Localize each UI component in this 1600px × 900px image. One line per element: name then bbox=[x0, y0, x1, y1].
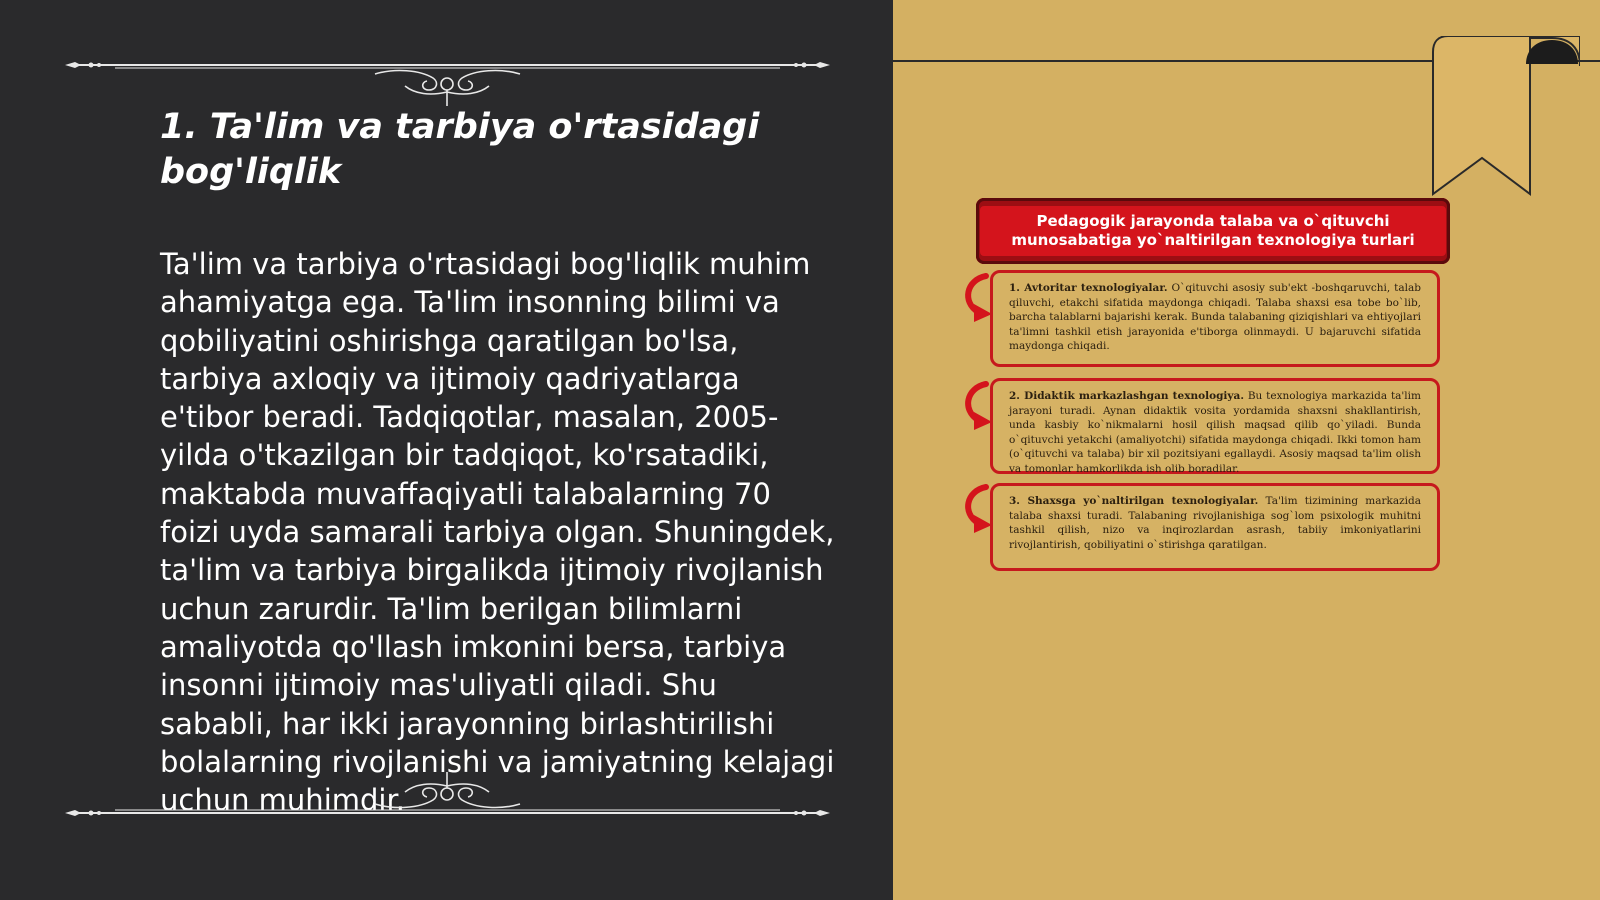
curved-arrow-icon bbox=[960, 483, 994, 537]
technology-item-authoritarian bbox=[990, 270, 1440, 367]
infographic-header bbox=[976, 198, 1450, 264]
item-heading: 2. Didaktik markazlashgan texnologiya. bbox=[1009, 390, 1244, 402]
item-text: Ta'lim tizimining markazida talaba shaxsi turadi. Talabaning rivojlanishiga sog`lom psixologik muhitni tashkil qilish, nizo va inqirozlardan asrash, tabiiy imkoniyatlarini rivojlantirish, qobiliyatini o`stirishga qaratilgan. bbox=[1009, 495, 1421, 551]
infographic-header-text: Pedagogik jarayonda talaba va o`qituvchi munosabatiga yo`naltirilgan texnologiya turlari bbox=[1011, 212, 1415, 249]
bottom-ornament-divider-icon bbox=[65, 770, 830, 830]
slide-body-text: Ta'lim va tarbiya o'rtasidagi bog'liqlik muhim ahamiyatga ega. Ta'lim insonning bilimi va qobiliyatini oshirishga qaratilgan bo'lsa, tarbiya axloqiy va ijtimoiy qadriyatlarga e'tibor beradi. Tadqiqotlar, masalan, 2005-yilda o'tkazilgan bir tadqiqot, ko'rsatadiki, maktabda muvaffaqiyatli talabalarning 70 foizi uyda samarali tarbiya olgan. Shuningdek, ta'lim va tarbiya birgalikda ijtimoiy rivojlanish uchun zarurdir. Ta'lim berilgan bilimlarni amaliyotda qo'llash imkonini bersa, tarbiya insonni ijtimoiy mas'uliyatli qiladi. Shu sababli, har ikki jarayonning birlashtirilishi bolalarning rivojlanishi va jamiyatning kelajagi uchun muhimdir. bbox=[160, 247, 835, 818]
technology-item-person-oriented bbox=[990, 483, 1440, 571]
item-text: O`qituvchi asosiy sub'ekt -boshqaruvchi, talab qiluvchi, etakchi sifatida maydonga chiqadi. Talaba shaxsi esa tobe bo`lib, barcha talablarni bajarishi kerak. Bunda talabaning qiziqishlari va ehtiyojlari ta'limni tashkil etish jarayonida e'tiborga olinmaydi. U bajaruvchi sifatida maydonga chiqadi. bbox=[1009, 282, 1421, 353]
bookmark-ribbon-icon bbox=[1430, 36, 1580, 198]
curved-arrow-icon bbox=[960, 272, 994, 326]
technology-item-didactic bbox=[990, 378, 1440, 474]
right-panel bbox=[893, 0, 1600, 900]
top-ornament-divider-icon bbox=[65, 48, 830, 108]
slide-title: 1. Ta'lim va tarbiya o'rtasidagi bog'liqlik bbox=[160, 107, 760, 192]
curved-arrow-icon bbox=[960, 380, 994, 434]
item-heading: 1. Avtoritar texnologiyalar. bbox=[1009, 282, 1168, 294]
item-text: Bu texnologiya markazida ta'lim jarayoni turadi. Aynan didaktik vosita yordamida shaxsni shakllantirish, unda kasbiy ko`nikmalarni hosil qilish maqsad qilib qo`yiladi. Bunda o`qituvchi yetakchi (amaliyotchi) sifatida maydonga chiqadi. Ikki tomon ham (o`qituvchi va talaba) bir xil pozitsiyani egallaydi. Asosiy maqsad ta'lim olish va tomonlar hamkorlikda ish olib boradilar. bbox=[1009, 390, 1421, 475]
item-heading: 3. Shaxsga yo`naltirilgan texnologiyalar. bbox=[1009, 495, 1259, 507]
technology-types-infographic bbox=[960, 198, 1455, 573]
